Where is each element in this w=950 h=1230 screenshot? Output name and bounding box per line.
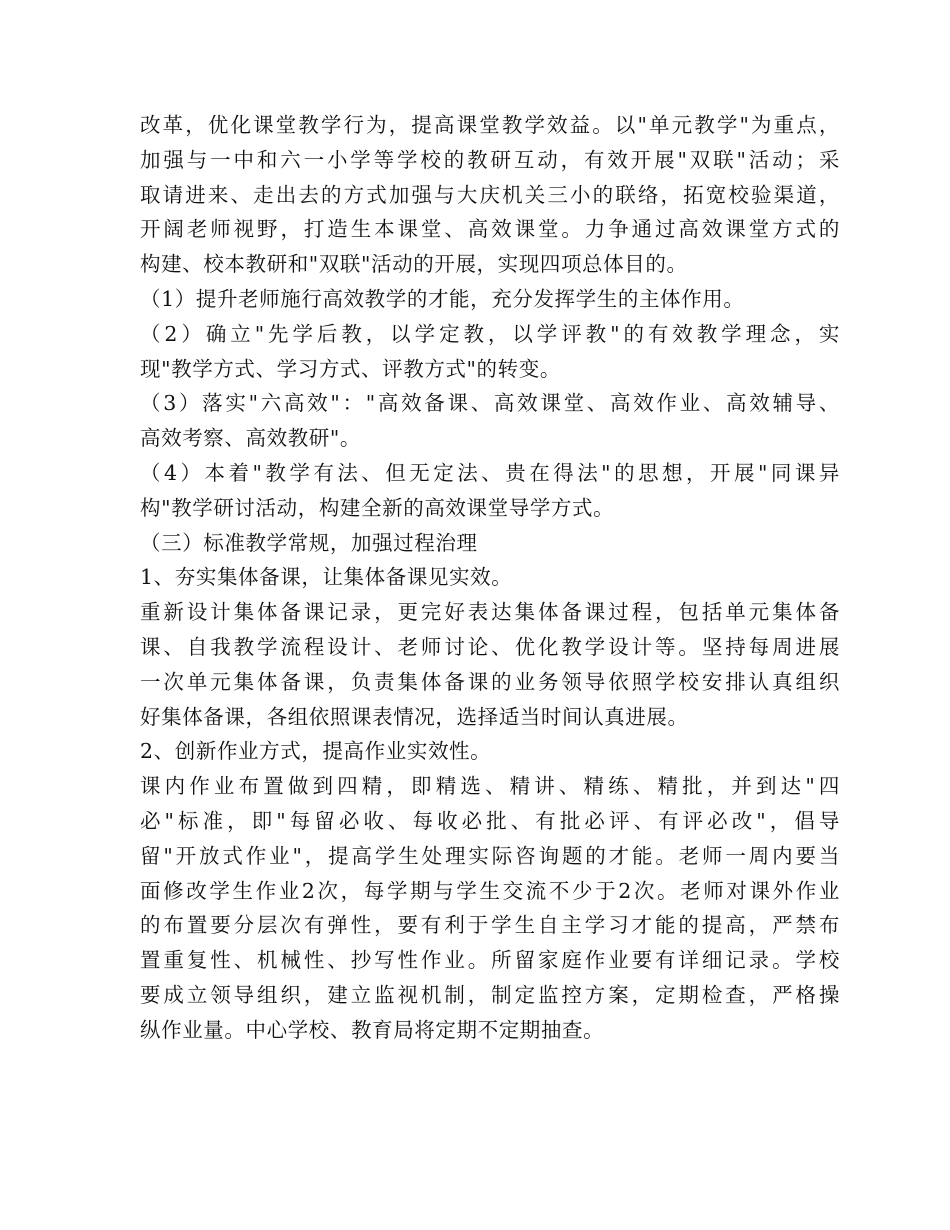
text-line: 要成立领导组织，建立监视机制，制定监控方案，定期检查，严格操 [140,982,840,1007]
list-item-line: （2）确立"先学后教，以学定教，以学评教"的有效教学理念，实 [140,321,840,346]
text-line: 改革，优化课堂教学行为，提高课堂教学效益。以"单元教学"为重点， [140,113,840,137]
subsection-heading: 2、创新作业方式，提高作业实效性。 [140,739,492,764]
text-line: 构建、校本教研和"双联"活动的开展，实现四项总体目的。 [140,252,688,277]
text-line: 必"标准，即"每留必收、每收必批、有批必评、有评必改"，倡导 [140,808,840,833]
text-line: 一次单元集体备课，负责集体备课的业务领导依照学校安排认真组织 [140,669,840,694]
list-item-line: （3）落实"六高效"："高效备课、高效课堂、高效作业、高效辅导、 [140,391,840,416]
text-line: 面修改学生作业2次，每学期与学生交流不少于2次。老师对课外作业 [140,878,840,903]
text-line: 好集体备课，各组依照课表情况，选择适当时间认真进展。 [140,704,689,729]
subsection-heading: 1、夯实集体备课，让集体备课见实效。 [140,565,513,590]
text-line: 取请进来、走出去的方式加强与大庆机关三小的联络，拓宽校验渠道， [140,182,840,207]
list-item-line: （1）提升老师施行高效教学的才能，充分发挥学生的主体作用。 [140,286,745,311]
text-line: 构"教学研讨活动，构建全新的高效课堂导学方式。 [140,495,615,520]
text-line: 高效考察、高效教研"。 [140,426,362,451]
text-line: 留"开放式作业"，提高学生处理实际咨询题的才能。老师一周内要当 [140,843,840,868]
text-line: 重新设计集体备课记录，更完好表达集体备课过程，包括单元集体备 [140,600,840,625]
text-line: 开阔老师视野，打造生本课堂、高效课堂。力争通过高效课堂方式的 [140,217,840,242]
text-line: 现"教学方式、学习方式、评教方式"的转变。 [140,356,561,381]
text-line: 纵作业量。中心学校、教育局将定期不定期抽查。 [140,1017,605,1042]
text-line: 加强与一中和六一小学等学校的教研互动，有效开展"双联"活动；采 [140,147,840,172]
body-text [140,108,840,1048]
list-item-line: （4）本着"教学有法、但无定法、贵在得法"的思想，开展"同课异 [140,460,840,485]
text-line: 置重复性、机械性、抄写性作业。所留家庭作业要有详细记录。学校 [140,948,840,973]
text-line: 课、自我教学流程设计、老师讨论、优化教学设计等。坚持每周进展 [140,634,840,659]
text-line: 课内作业布置做到四精，即精选、精讲、精练、精批，并到达"四 [140,774,840,799]
text-line: 的布置要分层次有弹性，要有利于学生自主学习才能的提高，严禁布 [140,913,840,938]
section-heading: （三）标准教学常规，加强过程治理 [140,530,478,555]
